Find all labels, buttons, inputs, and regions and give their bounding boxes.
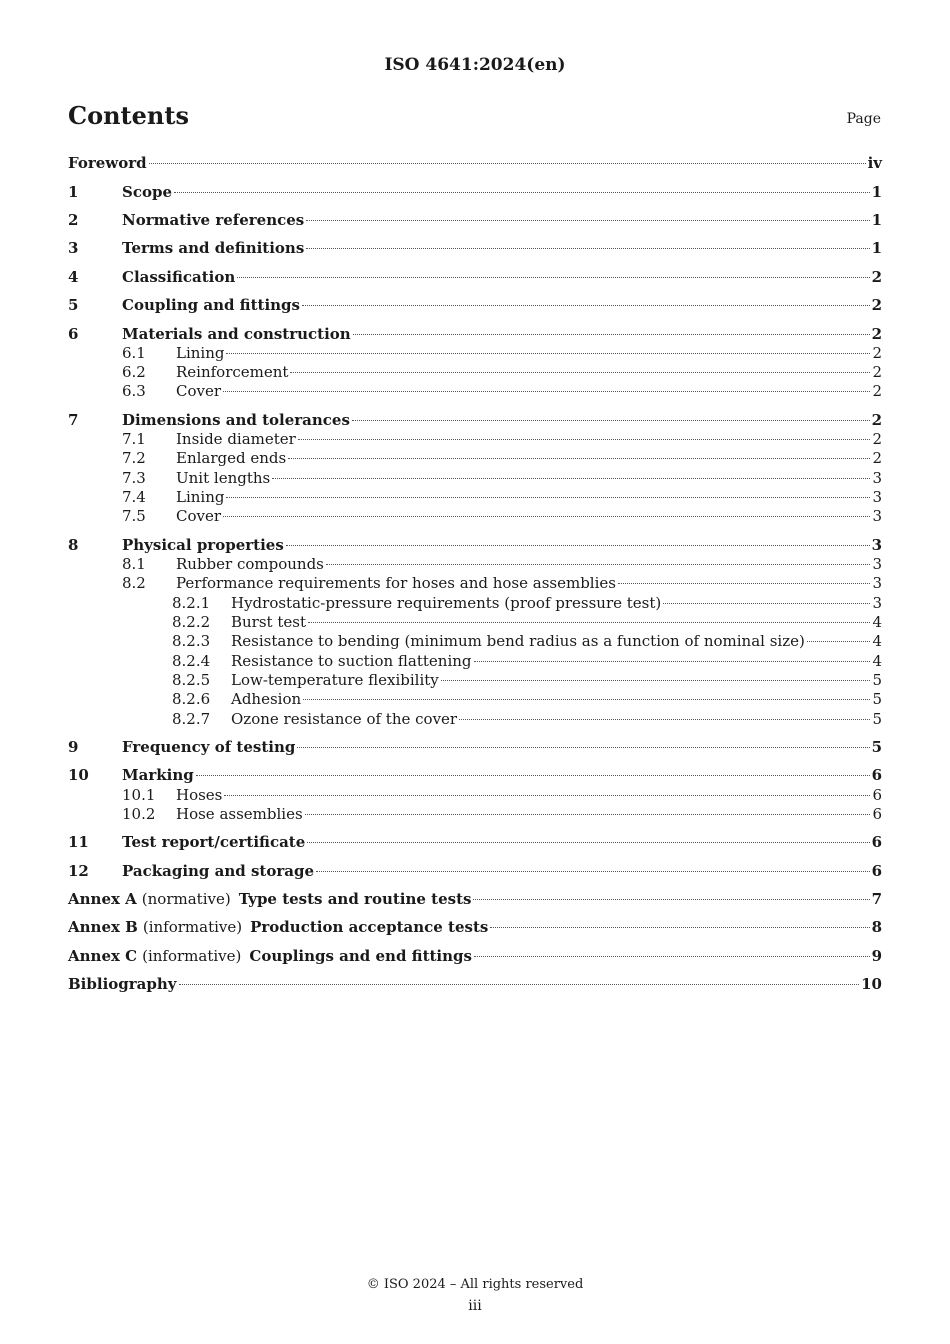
toc-dot-leader: [459, 718, 870, 720]
toc-annex-label: Annex B: [68, 918, 138, 936]
toc-entry[interactable]: [68, 488, 882, 508]
toc-dot-leader: [226, 496, 870, 498]
toc-entry-number: 10.2: [122, 805, 156, 823]
toc-entry-number: 3: [68, 239, 79, 257]
toc-dot-leader: [272, 477, 870, 479]
toc-entry-number: 7.4: [122, 488, 146, 506]
toc-entry-title[interactable]: Hydrostatic-pressure requirements (proof pressure test): [231, 594, 662, 612]
toc-entry-page: 2: [871, 296, 882, 314]
toc-entry[interactable]: [68, 239, 882, 259]
toc-entry-page: 8: [871, 918, 882, 936]
toc-entry-page: 2: [872, 430, 882, 448]
toc-entry-title[interactable]: Hoses: [176, 786, 223, 804]
toc-entry-page: 3: [872, 594, 882, 612]
toc-entry-page: 5: [872, 710, 882, 728]
toc-entry-page: 6: [872, 805, 882, 823]
toc-entry-title[interactable]: Enlarged ends: [176, 449, 287, 467]
toc-annex-type: (informative): [142, 918, 243, 936]
toc-dot-leader: [308, 621, 870, 623]
toc-entry-page: 2: [871, 268, 882, 286]
toc-entry[interactable]: [68, 382, 882, 402]
toc-entry-page: 5: [871, 738, 882, 756]
toc-entry-number: 8: [68, 536, 79, 554]
toc-entry-number: 11: [68, 833, 89, 851]
toc-entry-title[interactable]: Burst test: [231, 613, 306, 631]
toc-entry-title[interactable]: Reinforcement: [176, 363, 289, 381]
toc-dot-leader: [286, 544, 870, 546]
toc-entry-number: 8.2.6: [172, 690, 211, 708]
toc-entry[interactable]: [68, 671, 882, 691]
toc-dot-leader: [306, 247, 869, 249]
toc-entry-number: 1: [68, 183, 79, 201]
toc-entry-page: 5: [872, 671, 882, 689]
toc-entry-page: 6: [871, 833, 882, 851]
toc-entry-number: 6.3: [122, 382, 146, 400]
toc-entry-number: 6.1: [122, 344, 146, 362]
toc-entry-title[interactable]: Physical properties: [122, 536, 284, 554]
toc-entry-page: 3: [871, 536, 882, 554]
toc-entry-title[interactable]: Lining: [176, 488, 225, 506]
toc-dot-leader: [224, 794, 870, 796]
toc-entry-page: 3: [872, 469, 882, 487]
toc-entry-number: 6: [68, 325, 79, 343]
toc-entry[interactable]: [68, 738, 882, 758]
toc-entry[interactable]: [68, 766, 882, 786]
toc-entry-title[interactable]: Performance requirements for hoses and hose assemblies: [176, 574, 616, 592]
toc-entry-number: 7.2: [122, 449, 146, 467]
toc-entry[interactable]: [68, 507, 882, 527]
toc-entry-number: 10: [68, 766, 89, 784]
toc-entry-page: 1: [871, 239, 882, 257]
toc-entry-title[interactable]: Foreword: [68, 154, 147, 172]
toc-entry-title[interactable]: Cover: [176, 507, 222, 525]
toc-entry-title[interactable]: Resistance to bending (minimum bend radius as a function of nominal size): [231, 632, 805, 650]
toc-entry-number: 8.2.3: [172, 632, 211, 650]
toc-entry-page: 5: [872, 690, 882, 708]
toc-entry-title[interactable]: Unit lengths: [176, 469, 271, 487]
toc-entry-page: 4: [872, 613, 882, 631]
toc-entry-title[interactable]: Dimensions and tolerances: [122, 411, 350, 429]
toc-dot-leader: [306, 219, 869, 221]
toc-entry-page: 9: [871, 947, 882, 965]
toc-entry-page: 1: [871, 211, 882, 229]
toc-dot-leader: [663, 602, 870, 604]
toc-dot-leader: [302, 304, 870, 306]
toc-entry-number: 8.2.2: [172, 613, 211, 631]
toc-entry[interactable]: [68, 536, 882, 556]
toc-entry[interactable]: [68, 430, 882, 450]
toc-entry-number: 7.5: [122, 507, 146, 525]
toc-entry-number: 7.3: [122, 469, 146, 487]
toc-dot-leader: [441, 679, 871, 681]
toc-entry-title[interactable]: Materials and construction: [122, 325, 351, 343]
toc-dot-leader: [237, 276, 869, 278]
page-column-label: Page: [846, 111, 881, 127]
toc-dot-leader: [474, 660, 871, 662]
toc-entry-page: 6: [871, 766, 882, 784]
toc-entry[interactable]: [68, 690, 882, 710]
toc-entry-number: 8.1: [122, 555, 146, 573]
toc-entry-page: 1: [871, 183, 882, 201]
toc-entry[interactable]: [68, 594, 882, 614]
toc-entry[interactable]: [68, 411, 882, 431]
toc-entry-title[interactable]: Marking: [122, 766, 194, 784]
toc-dot-leader: [297, 746, 869, 748]
toc-entry[interactable]: [68, 325, 882, 345]
toc-entry[interactable]: [68, 211, 882, 231]
toc-entry-number: 8.2.4: [172, 652, 211, 670]
toc-entry-page: 4: [872, 652, 882, 670]
toc-annex-type: (normative): [141, 890, 231, 908]
toc-entry-page: 2: [872, 449, 882, 467]
toc-entry-number: 4: [68, 268, 79, 286]
toc-annex-label: Annex C: [68, 947, 138, 965]
toc-dot-leader: [174, 191, 870, 193]
toc-entry[interactable]: [68, 613, 882, 633]
toc-entry-number: 6.2: [122, 363, 146, 381]
toc-dot-leader: [352, 419, 870, 421]
toc-entry[interactable]: [68, 805, 882, 825]
toc-entry-title[interactable]: Rubber compounds: [176, 555, 324, 573]
toc-entry-page: 10: [861, 975, 882, 993]
toc-entry-page: 2: [872, 363, 882, 381]
toc-entry-page: iv: [867, 154, 882, 172]
toc-dot-leader: [196, 774, 870, 776]
toc-entry-number: 9: [68, 738, 79, 756]
toc-entry-title[interactable]: Low-temperature flexibility: [231, 671, 439, 689]
toc-entry[interactable]: [68, 833, 882, 853]
toc-dot-leader: [298, 438, 871, 440]
toc-entry[interactable]: [68, 363, 882, 383]
toc-entry-title[interactable]: Resistance to suction flattening: [231, 652, 472, 670]
toc-entry[interactable]: [68, 890, 882, 910]
toc-entry-title[interactable]: Classification: [122, 268, 236, 286]
toc-entry-title[interactable]: Hose assemblies: [176, 805, 303, 823]
toc-dot-leader: [474, 955, 870, 957]
footer-copyright: © ISO 2024 – All rights reserved: [366, 1277, 584, 1292]
toc-entry[interactable]: [68, 296, 882, 316]
toc-entry-page: 6: [871, 862, 882, 880]
toc-entry[interactable]: [68, 862, 882, 882]
footer-page-number: iii: [468, 1298, 482, 1314]
toc-entry-title[interactable]: Terms and definitions: [122, 239, 305, 257]
toc-dot-leader: [618, 582, 870, 584]
toc-entry[interactable]: [68, 652, 882, 672]
toc-entry[interactable]: [68, 786, 882, 806]
toc-entry-title[interactable]: Inside diameter: [176, 430, 296, 448]
toc-entry-title[interactable]: Ozone resistance of the cover: [231, 710, 458, 728]
toc-entry-page: 3: [872, 574, 882, 592]
toc-entry[interactable]: [68, 344, 882, 364]
document-id-header: ISO 4641:2024(en): [384, 55, 566, 75]
toc-entry-title[interactable]: Coupling and fittings: [122, 296, 300, 314]
toc-entry-title[interactable]: Packaging and storage: [122, 862, 315, 880]
toc-entry-number: 8.2: [122, 574, 146, 592]
toc-entry-page: 2: [871, 411, 882, 429]
toc-entry-title[interactable]: Bibliography: [68, 975, 177, 993]
contents-heading: Contents: [68, 101, 189, 130]
toc-entry-number: 12: [68, 862, 89, 880]
toc-dot-leader: [807, 640, 871, 642]
toc-entry-number: 8.2.7: [172, 710, 211, 728]
toc-entry[interactable]: [68, 918, 882, 938]
toc-entry[interactable]: [68, 555, 882, 575]
toc-entry-title[interactable]: Couplings and end fittings: [249, 947, 472, 965]
toc-entry-number: 7.1: [122, 430, 146, 448]
toc-entry-page: 2: [871, 325, 882, 343]
toc-dot-leader: [149, 162, 866, 164]
toc-entry-title[interactable]: Cover: [176, 382, 222, 400]
toc-entry-page: 3: [872, 507, 882, 525]
toc-entry-title[interactable]: Frequency of testing: [122, 738, 296, 756]
toc-dot-leader: [290, 371, 870, 373]
toc-dot-leader: [490, 926, 869, 928]
toc-entry-title[interactable]: Test report/certificate: [122, 833, 306, 851]
toc-entry-page: 6: [872, 786, 882, 804]
toc-entry-number: 10.1: [122, 786, 156, 804]
toc-entry-number: 5: [68, 296, 79, 314]
toc-entry[interactable]: [68, 469, 882, 489]
toc-dot-leader: [226, 352, 870, 354]
toc-entry[interactable]: [68, 268, 882, 288]
toc-dot-leader: [316, 870, 870, 872]
toc-entry-page: 2: [872, 382, 882, 400]
toc-entry[interactable]: [68, 154, 882, 174]
toc-entry[interactable]: [68, 574, 882, 594]
toc-dot-leader: [223, 515, 870, 517]
toc-entry-title[interactable]: Lining: [176, 344, 225, 362]
toc-entry-page: 3: [872, 488, 882, 506]
toc-entry-page: 2: [872, 344, 882, 362]
toc-entry-title[interactable]: Normative references: [122, 211, 305, 229]
toc-annex-type: (informative): [142, 947, 242, 965]
toc-entry-number: 2: [68, 211, 79, 229]
toc-entry[interactable]: [68, 183, 882, 203]
toc-dot-leader: [307, 841, 869, 843]
toc-dot-leader: [179, 983, 860, 985]
toc-entry[interactable]: [68, 975, 882, 995]
toc-dot-leader: [288, 457, 870, 459]
toc-entry-number: 7: [68, 411, 79, 429]
toc-entry-title[interactable]: Adhesion: [231, 690, 302, 708]
toc-entry-page: 4: [872, 632, 882, 650]
toc-entry-page: 7: [871, 890, 882, 908]
toc-entry[interactable]: [68, 632, 882, 652]
toc-entry-title[interactable]: Production acceptance tests: [250, 918, 489, 936]
toc-entry-page: 3: [872, 555, 882, 573]
toc-entry[interactable]: [68, 449, 882, 469]
toc-entry-number: 8.2.5: [172, 671, 211, 689]
toc-dot-leader: [305, 813, 871, 815]
toc-dot-leader: [473, 898, 869, 900]
toc-dot-leader: [326, 563, 871, 565]
toc-dot-leader: [223, 390, 870, 392]
toc-dot-leader: [353, 333, 870, 335]
toc-entry-number: 8.2.1: [172, 594, 211, 612]
toc-annex-label: Annex A: [68, 890, 137, 908]
toc-entry[interactable]: [68, 710, 882, 730]
toc-entry[interactable]: [68, 947, 882, 967]
toc-entry-title[interactable]: Type tests and routine tests: [238, 890, 472, 908]
toc-entry-title[interactable]: Scope: [122, 183, 173, 201]
toc-dot-leader: [303, 698, 870, 700]
